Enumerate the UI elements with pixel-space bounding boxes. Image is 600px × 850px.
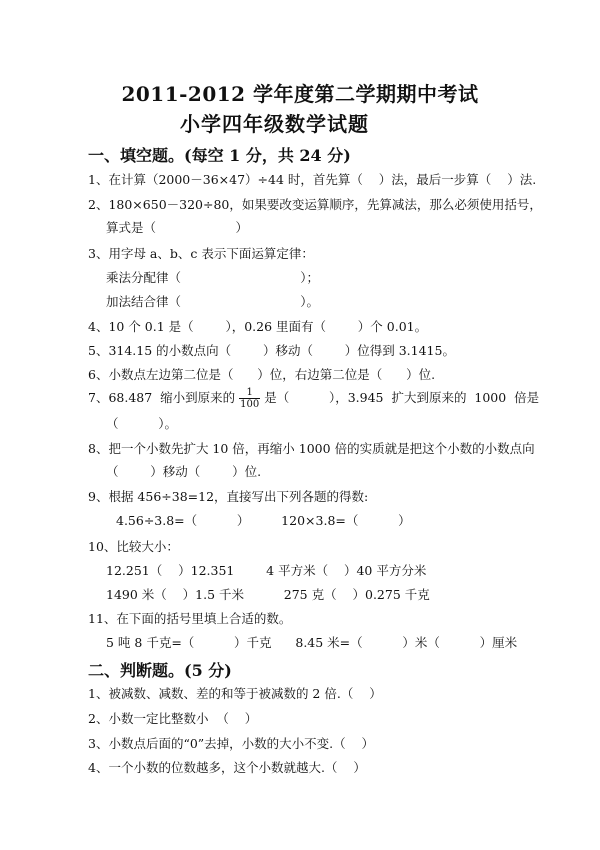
question-7-continued: （ ）。 [106, 416, 177, 431]
question-11: 11、在下面的括号里填上合适的数。 [88, 611, 292, 626]
judgement-3: 3、小数点后面的“0”去掉，小数的大小不变.（ ） [88, 736, 375, 751]
question-10: 10、比较大小： [88, 539, 179, 554]
judgement-1: 1、被减数、减数、差的和等于被减数的 2 倍.（ ） [88, 686, 382, 701]
question-10-row-1: 12.251（ ）12.351 4 平方米（ ）40 平方分米 [106, 563, 427, 578]
exam-subtitle: 小学四年级数学试题 [180, 112, 369, 136]
question-3-addition-associative: 加法结合律（ ）。 [106, 294, 319, 309]
question-4: 4、10 个 0.1 是（ ），0.26 里面有（ ）个 0.01。 [88, 319, 428, 334]
question-3-multiplication-distributive: 乘法分配律（ ）； [106, 270, 319, 285]
question-7 [88, 386, 539, 410]
question-10-row-2: 1490 米（ ）1.5 千米 275 克（ ）0.275 千克 [106, 587, 430, 602]
exam-title: 2011-2012 学年度第二学期期中考试 [121, 82, 479, 106]
question-9-items: 4.56÷3.8=（ ） 120×3.8=（ ） [116, 513, 411, 528]
question-5: 5、314.15 的小数点向（ ）移动（ ）位得到 3.1415。 [88, 343, 455, 358]
question-8: 8、把一个小数先扩大 10 倍，再缩小 1000 倍的实质就是把这个小数的小数点向 [88, 441, 535, 456]
question-7-text-2: 是（ ），3.945 扩大到原来的 1000 倍是 [264, 390, 540, 405]
section-fill-in-heading: 一、填空题。(每空 1 分，共 24 分) [88, 146, 351, 165]
fraction-one-hundredth [239, 387, 260, 410]
question-11-items: 5 吨 8 千克=（ ）千克 8.45 米=（ ）米（ ）厘米 [106, 635, 518, 650]
question-1: 1、在计算（2000－36×47）÷44 时，首先算（ ）法，最后一步算（ ）法. [88, 172, 537, 187]
question-8-continued: （ ）移动（ ）位. [106, 464, 262, 479]
judgement-4: 4、一个小数的位数越多，这个小数就越大.（ ） [88, 760, 366, 775]
fraction-numerator: 1 [239, 387, 260, 399]
question-7-text: 7、68.487 缩小到原来的 [88, 390, 236, 405]
section-judgement-heading: 二、判断题。(5 分) [88, 661, 232, 680]
question-3: 3、用字母 a、b、c 表示下面运算定律： [88, 246, 314, 261]
judgement-2: 2、小数一定比整数小 （ ） [88, 711, 258, 726]
question-6: 6、小数点左边第二位是（ ）位，右边第二位是（ ）位. [88, 367, 436, 382]
question-2: 2、180×650－320÷80，如果要改变运算顺序，先算减法，那么必须使用括号， [88, 197, 542, 212]
fraction-denominator: 100 [240, 399, 260, 410]
question-2-continued: 算式是（ ） [106, 220, 248, 235]
question-9: 9、根据 456÷38=12，直接写出下列各题的得数: [88, 489, 369, 504]
